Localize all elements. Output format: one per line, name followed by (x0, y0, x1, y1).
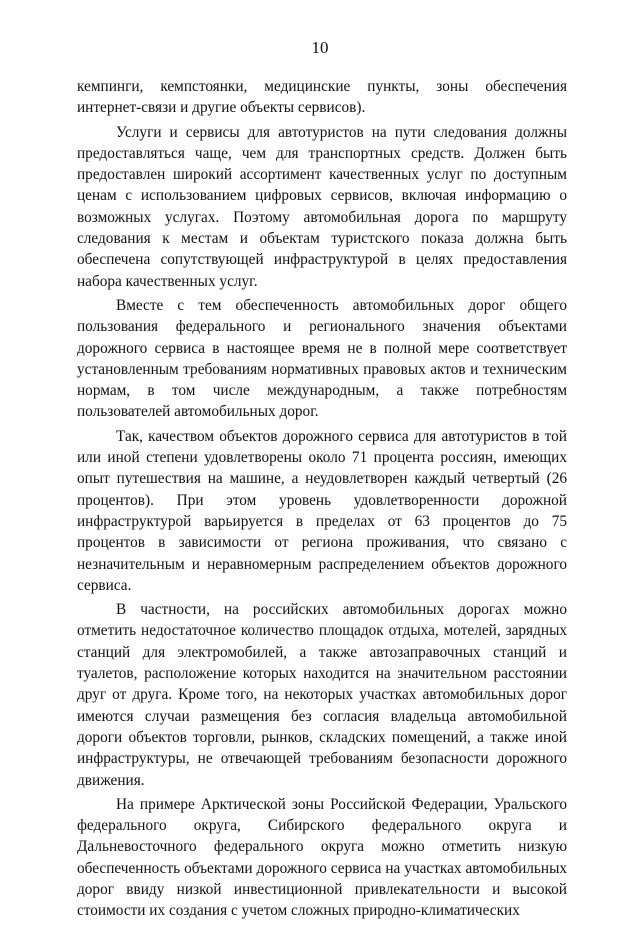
paragraph: Так, качеством объектов дорожного сервиса для автотуристов в той или иной степени удовлетворены около 71 процента россиян, имеющих опыт путешествия на машине, а неудовлетворен каждый четвертый (26 процентов). При этом уровень удовлетворенности дорожной инфраструктурой варьируется в пределах от 63 процентов до 75 процентов в зависимости от региона проживания, что связано с незначительным и неравномерным распределением объектов дорожного сервиса. (77, 427, 567, 594)
document-body (77, 76, 567, 925)
page-number: 10 (311, 38, 329, 57)
paragraph-continuation: кемпинги, кемпстоянки, медицинские пункты, зоны обеспечения интернет-связи и другие объекты сервисов). (77, 78, 567, 117)
paragraph: На примере Арктической зоны Российской Федерации, Уральского федерального округа, Сибирского федерального округа и Дальневосточного федерального округа можно отметить низкую обеспеченность объектами дорожного сервиса на участках автомобильных дорог ввиду низкой инвестиционной привлекательности и высокой стоимости их создания с учетом сложных природно-климатических (77, 795, 567, 920)
paragraph: Услуги и сервисы для автотуристов на пути следования должны предоставляться чаще, чем для транспортных средств. Должен быть предоставлен широкий ассортимент качественных услуг по доступным ценам с использованием цифровых сервисов, включая информацию о возможных услугах. Поэтому автомобильная дорога по маршруту следования к местам и объектам туристского показа должна быть обеспечена сопутствующей инфраструктурой в целях предоставления набора качественных услуг. (77, 123, 567, 290)
paragraph: В частности, на российских автомобильных дорогах можно отметить недостаточное количество площадок отдыха, мотелей, зарядных станций для электромобилей, а также автозаправочных станций и туалетов, расположение которых находится на значительном расстоянии друг от друга. Кроме того, на некоторых участках автомобильных дорог имеются случаи размещения без согласия владельца автомобильной дороги объектов торговли, рынков, складских помещений, а также иной инфраструктуры, не отвечающей требованиям безопасности дорожного движения. (77, 601, 567, 789)
paragraph: Вместе с тем обеспеченность автомобильных дорог общего пользования федерального и регионального значения объектами дорожного сервиса в настоящее время не в полной мере соответствует установленным требованиям нормативных правовых актов и техническим нормам, в том числе международным, а также потребностям пользователей автомобильных дорог. (77, 296, 567, 421)
